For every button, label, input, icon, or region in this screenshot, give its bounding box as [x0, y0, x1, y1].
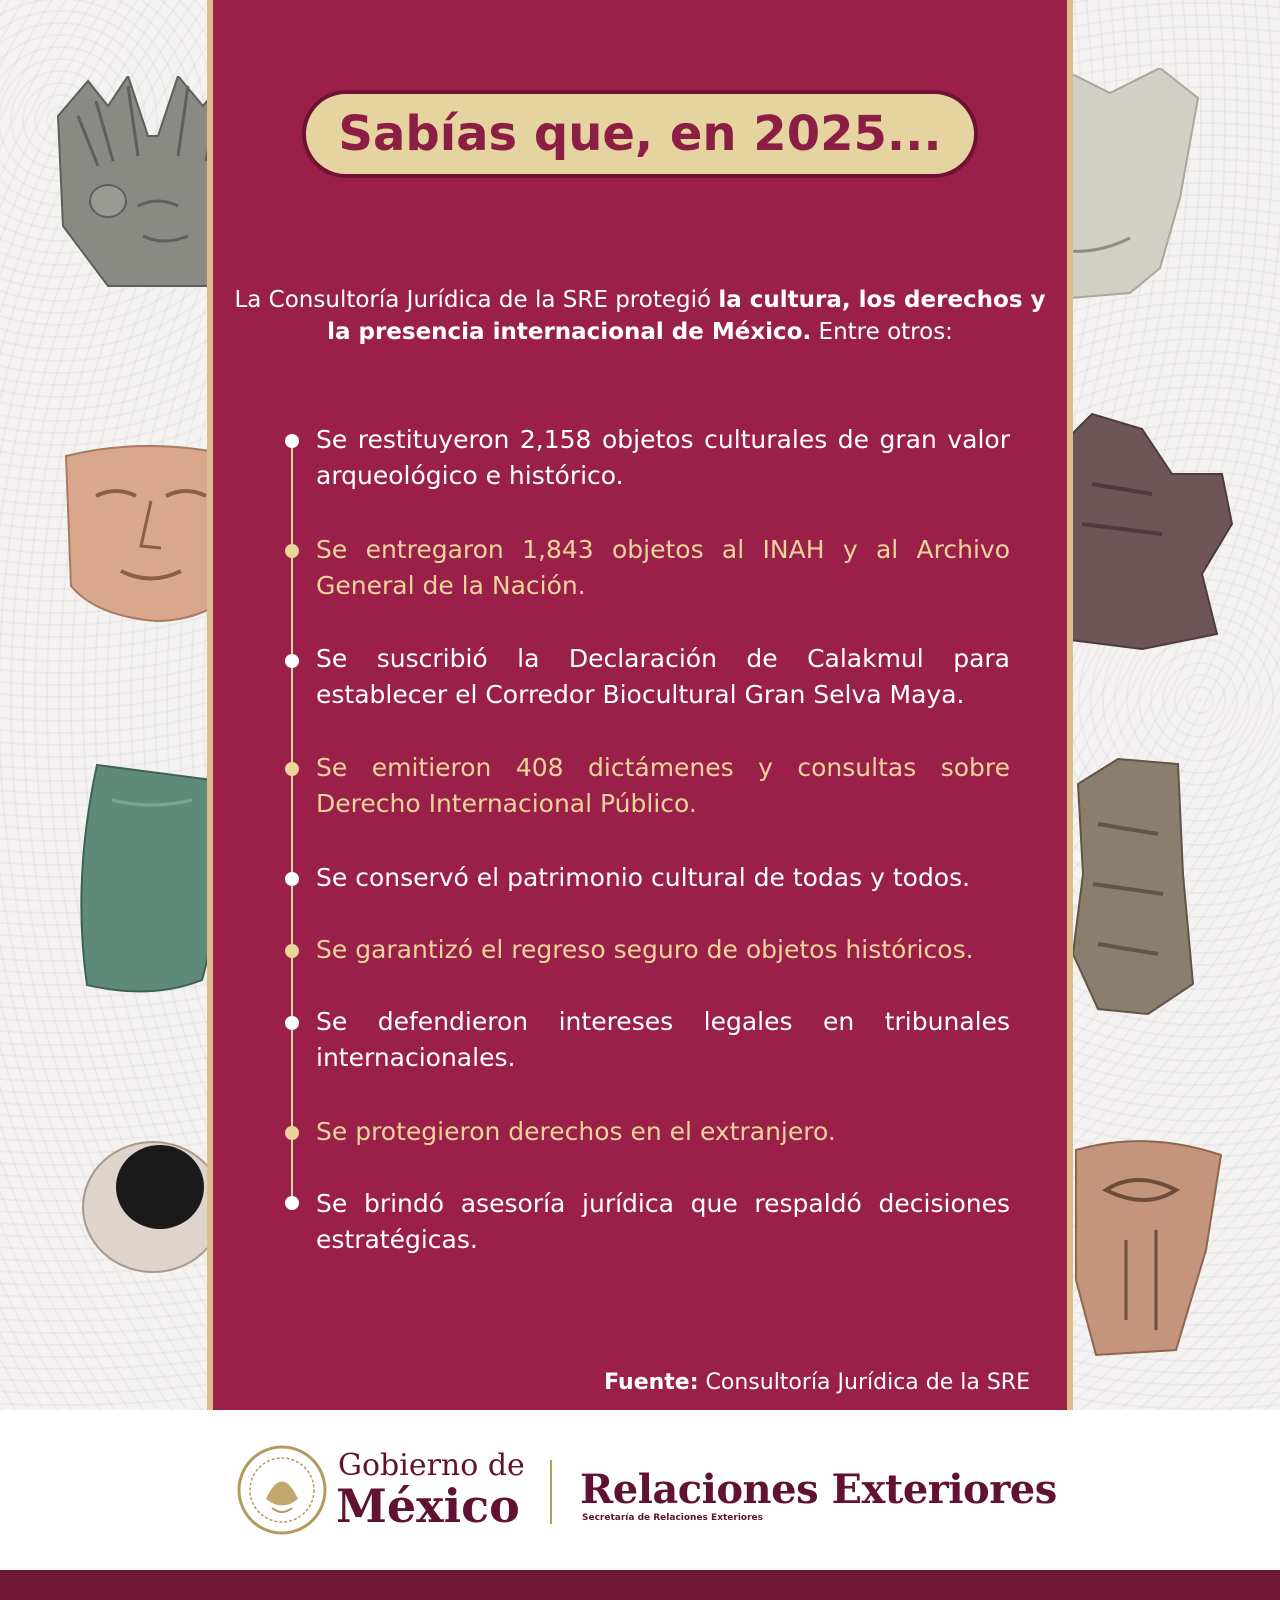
list-item: Se brindó asesoría jurídica que respaldó decisiones estratégicas.	[316, 1189, 1010, 1254]
list-item: Se garantizó el regreso seguro de objetos históricos.	[316, 935, 974, 964]
artifact-clay-pot	[80, 1132, 226, 1274]
list-item: Se entregaron 1,843 objetos al INAH y al Archivo General de la Nación.	[316, 535, 1010, 600]
page-title: Sabías que, en 2025...	[338, 106, 942, 162]
bullet-dot	[285, 762, 299, 776]
bullet-dot	[285, 434, 299, 448]
source-label: Fuente:	[604, 1370, 699, 1395]
artifact-terracotta-vessel	[1066, 1130, 1226, 1360]
intro-part2: Entre otros:	[811, 319, 953, 345]
gobierno-line2: México	[336, 1479, 520, 1533]
footer-bar	[0, 1570, 1280, 1600]
relaciones-exteriores-logo: Relaciones Exteriores	[580, 1466, 1057, 1513]
title-pill	[302, 90, 978, 178]
gobierno-line1: Gobierno de	[338, 1448, 525, 1483]
secretaria-subtitle: Secretaría de Relaciones Exteriores	[582, 1513, 764, 1523]
mexico-coat-of-arms-icon	[236, 1444, 328, 1536]
source-credit	[560, 1370, 1030, 1395]
bullet-dot	[285, 1196, 299, 1210]
list-item: Se restituyeron 2,158 objetos culturales de gran valor arqueológico e histórico.	[316, 425, 1010, 490]
bullet-dot	[285, 944, 299, 958]
logo-divider	[550, 1460, 552, 1524]
bullet-dot	[285, 654, 299, 668]
intro-text	[230, 284, 1050, 348]
list-item: Se defendieron intereses legales en tribunales internacionales.	[316, 1007, 1010, 1072]
list-item: Se protegieron derechos en el extranjero.	[316, 1117, 836, 1146]
bullet-dot	[285, 1016, 299, 1030]
list-item: Se emitieron 408 dictámenes y consultas sobre Derecho Internacional Público.	[316, 753, 1010, 818]
list-item: Se suscribió la Declaración de Calakmul para establecer el Corredor Biocultural Gran Selva Maya.	[316, 644, 1010, 709]
bullet-dot	[285, 544, 299, 558]
bullet-dot	[285, 872, 299, 886]
intro-part1: La Consultoría Jurídica de la SRE protegió	[234, 287, 719, 313]
intro-bold: la cultura, los derechos y la presencia internacional de México.	[327, 287, 1046, 345]
list-item: Se conservó el patrimonio cultural de todas y todos.	[316, 863, 971, 892]
source-text: Consultoría Jurídica de la SRE	[698, 1370, 1030, 1395]
artifact-carved-pillar	[1058, 754, 1198, 1018]
bullet-dot	[285, 1126, 299, 1140]
